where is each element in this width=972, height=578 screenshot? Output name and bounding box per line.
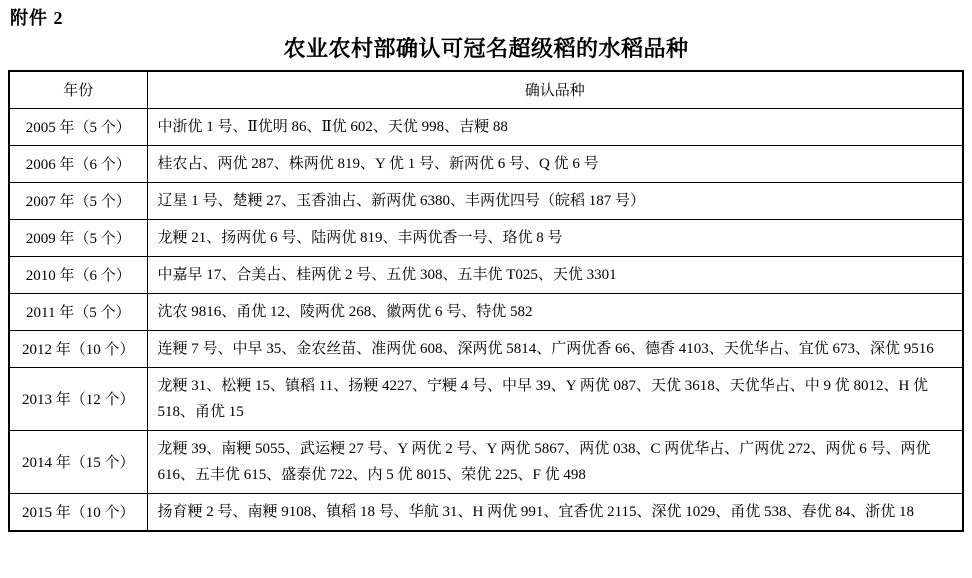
varieties-column-header: 确认品种 — [147, 71, 963, 108]
table-body — [9, 108, 963, 531]
varieties-cell: 中浙优 1 号、Ⅱ优明 86、Ⅱ优 602、天优 998、吉粳 88 — [147, 108, 963, 145]
document-title: 农业农村部确认可冠名超级稻的水稻品种 — [283, 36, 689, 61]
table-row — [9, 108, 963, 145]
varieties-cell: 辽星 1 号、楚粳 27、玉香油占、新两优 6380、丰两优四号（皖稻 187 号） — [147, 182, 963, 219]
year-cell: 2009 年（5 个） — [9, 219, 147, 256]
table-row — [9, 182, 963, 219]
table-row — [9, 145, 963, 182]
table-row — [9, 493, 963, 531]
year-cell: 2006 年（6 个） — [9, 145, 147, 182]
year-cell: 2011 年（5 个） — [9, 293, 147, 330]
varieties-cell: 龙粳 39、南粳 5055、武运粳 27 号、Y 两优 2 号、Y 两优 5867、两优 038、C 两优华占、广两优 272、两优 6 号、两优 616、五丰优 615、盛泰优 722、内 5 优 8015、荣优 225、F 优 498 — [147, 430, 963, 493]
super-rice-varieties-table — [8, 70, 964, 532]
table-row — [9, 330, 963, 367]
table-row — [9, 367, 963, 430]
varieties-cell: 连粳 7 号、中早 35、金农丝苗、准两优 608、深两优 5814、广两优香 66、德香 4103、天优华占、宜优 673、深优 9516 — [147, 330, 963, 367]
table-header-row — [9, 71, 963, 108]
attachment-label: 附件 2 — [10, 8, 64, 28]
varieties-cell: 中嘉早 17、合美占、桂两优 2 号、五优 308、五丰优 T025、天优 3301 — [147, 256, 963, 293]
table-row — [9, 430, 963, 493]
varieties-cell: 扬育粳 2 号、南粳 9108、镇稻 18 号、华航 31、H 两优 991、宜香优 2115、深优 1029、甬优 538、春优 84、浙优 18 — [147, 493, 963, 531]
table-row — [9, 256, 963, 293]
varieties-cell: 桂农占、两优 287、株两优 819、Y 优 1 号、新两优 6 号、Q 优 6 号 — [147, 145, 963, 182]
table-row — [9, 293, 963, 330]
year-cell: 2013 年（12 个） — [9, 367, 147, 430]
varieties-cell: 沈农 9816、甬优 12、陵两优 268、徽两优 6 号、特优 582 — [147, 293, 963, 330]
table-row — [9, 219, 963, 256]
year-cell: 2005 年（5 个） — [9, 108, 147, 145]
year-column-header: 年份 — [9, 71, 147, 108]
varieties-cell: 龙粳 31、松粳 15、镇稻 11、扬粳 4227、宁粳 4 号、中早 39、Y 两优 087、天优 3618、天优华占、中 9 优 8012、H 优 518、甬优 15 — [147, 367, 963, 430]
year-cell: 2012 年（10 个） — [9, 330, 147, 367]
year-cell: 2014 年（15 个） — [9, 430, 147, 493]
year-cell: 2007 年（5 个） — [9, 182, 147, 219]
year-cell: 2010 年（6 个） — [9, 256, 147, 293]
year-cell: 2015 年（10 个） — [9, 493, 147, 531]
varieties-cell: 龙粳 21、扬两优 6 号、陆两优 819、丰两优香一号、珞优 8 号 — [147, 219, 963, 256]
